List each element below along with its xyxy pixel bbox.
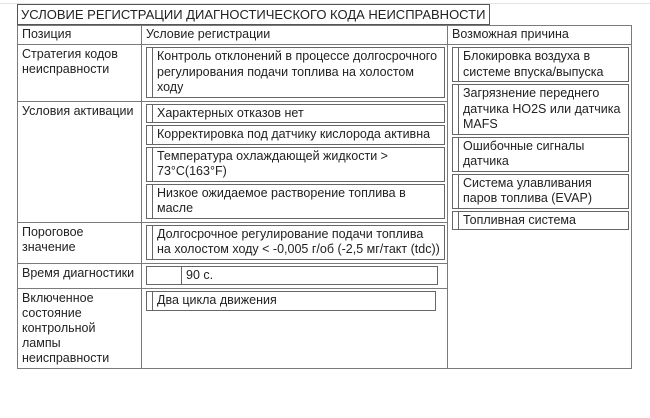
- label-diag-time: Время диагностики: [18, 263, 142, 289]
- dtc-condition-table: [17, 25, 632, 369]
- threshold-item: Долгосрочное регулирование подачи топлива на холостом ходу < -0,005 г/об (-2,5 мг/такт (tdc)): [146, 225, 445, 260]
- mil-value-box: [146, 291, 436, 311]
- cell-causes: [448, 45, 632, 369]
- mil-value: Два цикла движения: [157, 293, 277, 307]
- cell-diag-time: [142, 263, 448, 289]
- label-strategy: Стратегия кодов неисправности: [18, 45, 142, 102]
- label-activation: Условия активации: [18, 101, 142, 222]
- table-title: УСЛОВИЕ РЕГИСТРАЦИИ ДИАГНОСТИЧЕСКОГО КОДА НЕИСПРАВНОСТИ: [17, 4, 490, 25]
- cause-item: Система улавливания паров топлива (EVAP): [452, 174, 629, 209]
- activation-item: Характерных отказов нет: [146, 104, 445, 124]
- row-strategy: [18, 45, 632, 102]
- cause-item: Ошибочные сигналы датчика: [452, 137, 629, 172]
- header-condition: Условие регистрации: [142, 26, 448, 45]
- header-position: Позиция: [18, 26, 142, 45]
- diag-time-value: 90 с.: [186, 267, 214, 282]
- diag-time-value-box: [146, 266, 438, 286]
- activation-item: Низкое ожидаемое растворение топлива в масле: [146, 184, 445, 219]
- header-cause: Возможная причина: [448, 26, 632, 45]
- header-row: [18, 26, 632, 45]
- label-threshold: Пороговое значение: [18, 222, 142, 263]
- cell-mil: [142, 289, 448, 369]
- strategy-item: Контроль отклонений в процессе долгосрочного регулирования подачи топлива на холостом ходу: [146, 47, 445, 98]
- cause-item: Топливная система: [452, 211, 629, 231]
- cell-activation: [142, 101, 448, 222]
- activation-item: Температура охлаждающей жидкости > 73°C(163°F): [146, 147, 445, 182]
- cause-item: Загрязнение переднего датчика HO2S или датчика MAFS: [452, 84, 629, 135]
- activation-item: Корректировка под датчику кислорода активна: [146, 125, 445, 145]
- cell-threshold: [142, 222, 448, 263]
- cell-strategy: [142, 45, 448, 102]
- cause-item: Блокировка воздуха в системе впуска/выпуска: [452, 47, 629, 82]
- label-mil: Включенное состояние контрольной лампы неисправности: [18, 289, 142, 369]
